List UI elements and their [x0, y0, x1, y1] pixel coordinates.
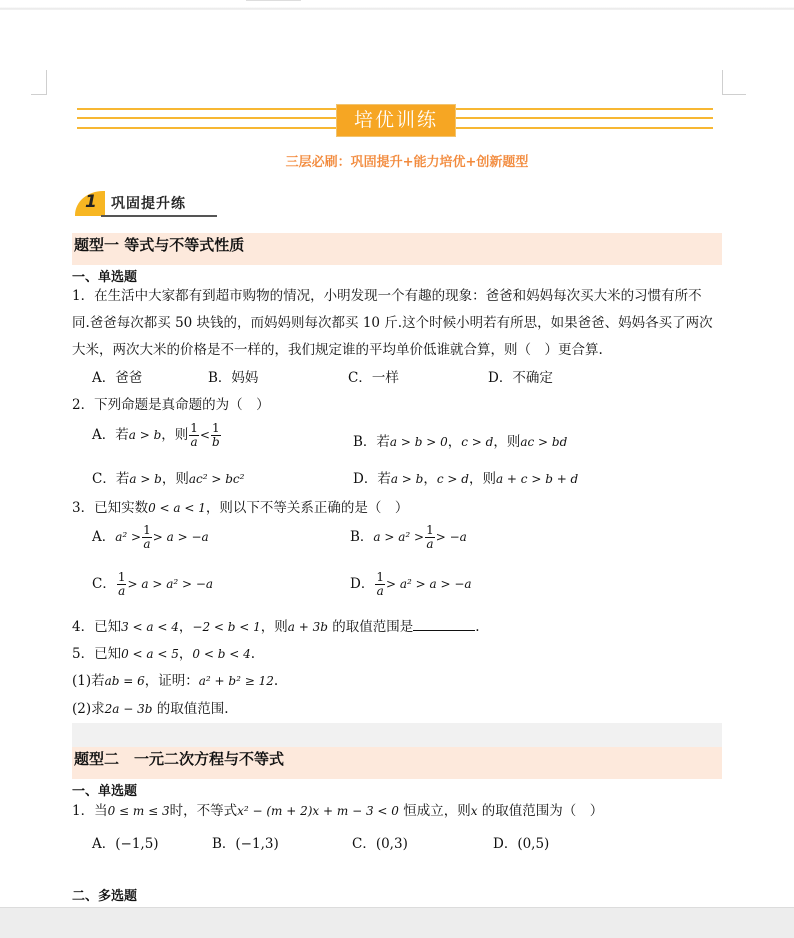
- section-badge: [75, 188, 217, 218]
- t2-q1-option-c: C．(0,3): [352, 836, 408, 852]
- t2-q1-stem: [72, 799, 603, 819]
- frac-den: a: [426, 537, 434, 551]
- multi-choice-heading: 二、多选题: [72, 889, 138, 904]
- q2-option-a: [92, 422, 222, 449]
- q2a-condition: a > b: [128, 428, 162, 442]
- q2b-condition2: c > d: [461, 435, 494, 449]
- type2-heading: 题型二 一元二次方程与不等式: [72, 747, 722, 779]
- type2-subheading: 一、单选题: [72, 784, 138, 799]
- q4-expr: a + 3b: [287, 620, 328, 634]
- q5-part1: [72, 669, 278, 689]
- q5-part2: [72, 697, 229, 717]
- q5p2-expr: 2a − 3b: [104, 702, 153, 716]
- q2d-result: a + c > b + d: [495, 472, 579, 486]
- fraction: [117, 571, 127, 598]
- q2a-then: ，则: [161, 427, 189, 443]
- expr-left: a > a² >: [373, 530, 425, 544]
- q3-option-c: [92, 571, 213, 598]
- q3-option-b: [350, 524, 467, 551]
- fraction: [189, 422, 199, 449]
- option-label: B．: [350, 529, 374, 545]
- margin-corner-right: [722, 70, 746, 95]
- q1-option-c: C．一样: [348, 370, 399, 386]
- expr-right: > −a: [435, 530, 467, 544]
- q2-option-b: [353, 430, 567, 450]
- q2d-then: ，则: [468, 471, 496, 487]
- t2q1-post2: 的取值范围为（ ）: [477, 803, 604, 819]
- expr-right: > a > a² > −a: [127, 577, 214, 591]
- q5p1-prefix: (1)若: [72, 673, 105, 689]
- t2q1-mid: 时，不等式: [169, 803, 238, 819]
- q1-line1: 1．在生活中大家都有到超市购物的情况，小明发现一个有趣的现象：爸爸和妈妈每次买大米的习惯有所不: [72, 288, 702, 304]
- q5: [72, 642, 255, 662]
- expr-right: > a > −a: [152, 530, 209, 544]
- frac-den: a: [376, 584, 384, 598]
- q3-stem: [72, 496, 408, 516]
- q5-cond2: 0 < b < 4: [192, 647, 251, 661]
- t2q1-post1: 恒成立，则: [398, 803, 471, 819]
- q2b-prefix: B．若: [353, 434, 390, 450]
- frac-num: 1: [211, 421, 220, 435]
- q3-option-d: [350, 571, 472, 598]
- banner-subtitle: 三层必刷：巩固提升+能力培优+创新题型: [285, 155, 529, 170]
- q4-then: ，则: [260, 619, 288, 635]
- type1-heading: 题型一 等式与不等式性质: [72, 233, 722, 265]
- frac-den: a: [143, 537, 151, 551]
- separator: ，: [423, 471, 437, 487]
- frac-num: 1: [426, 523, 434, 537]
- q5p1-prove: ，证明：: [144, 673, 199, 689]
- q3-suffix: ，则以下不等关系正确的是（ ）: [205, 500, 409, 516]
- q2a-prefix: A．若: [92, 427, 129, 443]
- q2-option-c: [92, 467, 244, 487]
- expr-right: > a² > a > −a: [385, 577, 472, 591]
- badge-number: 1: [85, 192, 97, 212]
- type1-subheading: 一、单选题: [72, 270, 138, 285]
- q2c-condition: a > b: [129, 472, 162, 486]
- q2-option-d: [353, 467, 578, 487]
- spacer-band: [72, 723, 722, 747]
- q1-line2: 同.爸爸每次都买 50 块钱的，而妈妈则每次都买 10 斤.这个时候小明若有所思，如果爸爸、妈妈各买了两次: [72, 315, 713, 331]
- q5p2-prefix: (2)求: [72, 701, 105, 717]
- separator: ，: [447, 434, 462, 450]
- q4-suffix: 的取值范围是: [327, 619, 414, 635]
- q4-cond1: 3 < a < 4: [121, 620, 179, 634]
- q2c-then: ，则: [161, 471, 189, 487]
- q3-prefix: 3．已知实数: [72, 500, 149, 516]
- q2b-then: ，则: [493, 434, 521, 450]
- badge-underline: [101, 215, 217, 217]
- expr-left: a² >: [115, 530, 142, 544]
- option-label: A．: [92, 529, 116, 545]
- option-label: C．: [92, 576, 116, 592]
- q1-option-b: B．妈妈: [208, 370, 259, 386]
- period: .: [273, 673, 279, 689]
- fraction: [142, 524, 152, 551]
- frac-den: a: [190, 435, 198, 449]
- fraction: [211, 422, 221, 449]
- t2-q1-option-d: D．(0,5): [493, 836, 550, 852]
- q1-option-a: A．爸爸: [92, 370, 143, 386]
- q4-cond2: −2 < b < 1: [192, 620, 261, 634]
- t2q1-cond: 0 ≤ m ≤ 3: [107, 804, 170, 818]
- relation: <: [199, 428, 210, 442]
- t2-q1-option-b: B．(−1,3): [212, 836, 279, 852]
- q4-prefix: 4．已知: [72, 619, 122, 635]
- fraction: [425, 524, 435, 551]
- q2c-prefix: C．若: [92, 471, 130, 487]
- banner-title: 培优训练: [336, 104, 456, 137]
- q2-stem: 2．下列命题是真命题的为（ ）: [72, 397, 270, 413]
- q5p1-cond: ab = 6: [104, 674, 145, 688]
- q2d-condition2: c > d: [436, 472, 469, 486]
- t2q1-var: x: [470, 804, 478, 818]
- q2d-prefix: D．若: [353, 471, 391, 487]
- q5p2-suffix: 的取值范围.: [152, 701, 229, 717]
- q2b-condition: a > b > 0: [389, 435, 448, 449]
- q5-prefix: 5．已知: [72, 646, 122, 662]
- q5-cond1: 0 < a < 5: [121, 647, 179, 661]
- q2d-condition: a > b: [390, 472, 424, 486]
- q2c-result: ac² > bc²: [188, 472, 245, 486]
- t2-q1-option-a: A．(−1,5): [92, 836, 159, 852]
- toolbar-shadow: [0, 0, 794, 10]
- frac-num: 1: [143, 523, 151, 537]
- status-bar: [0, 907, 794, 938]
- t2q1-prefix: 1．当: [72, 803, 108, 819]
- q1-line3: 大米，两次大米的价格是不一样的，我们规定谁的平均单价低谁就合算，则（ ）更合算.: [72, 342, 603, 358]
- frac-num: 1: [376, 570, 384, 584]
- q5p1-expr: a² + b² ≥ 12: [198, 674, 274, 688]
- t2q1-expr: x² − (m + 2)x + m − 3 < 0: [237, 804, 399, 818]
- separator: ，: [178, 646, 193, 662]
- q4: [72, 615, 480, 635]
- page-top-marker: [246, 0, 301, 1]
- frac-num: 1: [117, 570, 126, 584]
- badge-label: 巩固提升练: [111, 196, 186, 212]
- frac-den: a: [118, 584, 126, 598]
- separator: ，: [178, 619, 193, 635]
- q3-option-a: [92, 524, 209, 551]
- answer-blank[interactable]: [413, 619, 475, 631]
- period: .: [475, 619, 480, 635]
- option-label: D．: [350, 576, 375, 592]
- q1-option-d: D．不确定: [488, 370, 553, 386]
- q2b-result: ac > bd: [520, 435, 568, 449]
- frac-num: 1: [190, 421, 198, 435]
- margin-corner-left: [31, 70, 47, 95]
- q3-condition: 0 < a < 1: [148, 501, 206, 515]
- frac-den: b: [211, 435, 220, 449]
- period: .: [250, 646, 256, 662]
- fraction: [375, 571, 385, 598]
